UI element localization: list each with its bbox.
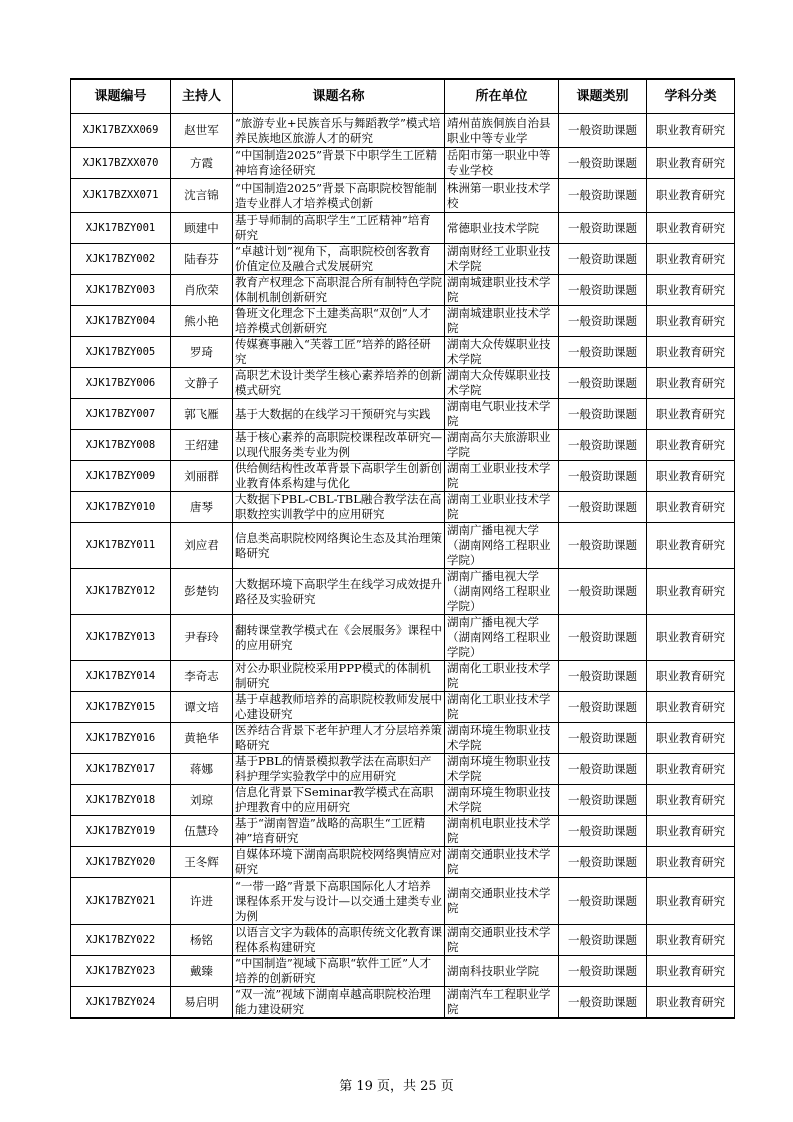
cell-title: 基于导师制的高职学生“工匠精神”培育研究: [233, 213, 445, 244]
cell-subject: 职业教育研究: [647, 878, 735, 925]
cell-subject: 职业教育研究: [647, 847, 735, 878]
cell-subject: 职业教育研究: [647, 368, 735, 399]
cell-subject: 职业教育研究: [647, 569, 735, 615]
cell-title: 翻转课堂教学模式在《会展服务》课程中的应用研究: [233, 615, 445, 661]
cell-type: 一般资助课题: [559, 925, 647, 956]
cell-type: 一般资助课题: [559, 816, 647, 847]
cell-unit: 湖南汽车工程职业学院: [445, 987, 559, 1019]
cell-code: XJK17BZY009: [71, 461, 171, 492]
cell-host: 沈言锦: [171, 179, 233, 213]
table-row: [71, 847, 735, 878]
table-row: [71, 399, 735, 430]
cell-unit: 湖南化工职业技术学院: [445, 692, 559, 723]
table-row: [71, 816, 735, 847]
table-row: [71, 987, 735, 1019]
cell-title: 高职艺术设计类学生核心素养培养的创新模式研究: [233, 368, 445, 399]
cell-title: 基于卓越教师培养的高职院校教师发展中心建设研究: [233, 692, 445, 723]
cell-title: 教育产权理念下高职混合所有制特色学院体制机制创新研究: [233, 275, 445, 306]
cell-subject: 职业教育研究: [647, 114, 735, 148]
cell-host: 易启明: [171, 987, 233, 1019]
cell-type: 一般资助课题: [559, 492, 647, 523]
cell-subject: 职业教育研究: [647, 275, 735, 306]
cell-unit: 湖南电气职业技术学院: [445, 399, 559, 430]
cell-host: 谭文培: [171, 692, 233, 723]
table-row: [71, 692, 735, 723]
cell-title: “一带一路”背景下高职国际化人才培养课程体系开发与设计—以交通土建类专业为例: [233, 878, 445, 925]
cell-subject: 职业教育研究: [647, 148, 735, 179]
table-row: [71, 492, 735, 523]
cell-unit: 湖南交通职业技术学院: [445, 847, 559, 878]
cell-subject: 职业教育研究: [647, 179, 735, 213]
cell-host: 熊小艳: [171, 306, 233, 337]
cell-type: 一般资助课题: [559, 754, 647, 785]
table-row: [71, 368, 735, 399]
table-row: [71, 569, 735, 615]
cell-type: 一般资助课题: [559, 461, 647, 492]
cell-code: XJK17BZY015: [71, 692, 171, 723]
header-title: 课题名称: [233, 79, 445, 114]
cell-subject: 职业教育研究: [647, 661, 735, 692]
cell-subject: 职业教育研究: [647, 337, 735, 368]
cell-host: 方霞: [171, 148, 233, 179]
cell-code: XJK17BZY019: [71, 816, 171, 847]
cell-title: “中国制造2025”背景下高职院校智能制造专业群人才培养模式创新: [233, 179, 445, 213]
cell-host: 杨铭: [171, 925, 233, 956]
cell-host: 伍慧玲: [171, 816, 233, 847]
cell-code: XJK17BZY024: [71, 987, 171, 1019]
cell-title: 基于核心素养的高职院校课程改革研究—以现代服务类专业为例: [233, 430, 445, 461]
cell-type: 一般资助课题: [559, 275, 647, 306]
cell-title: 大数据下PBL-CBL-TBL融合教学法在高职数控实训教学中的应用研究: [233, 492, 445, 523]
cell-type: 一般资助课题: [559, 661, 647, 692]
project-table: [70, 78, 735, 1019]
cell-type: 一般资助课题: [559, 114, 647, 148]
cell-unit: 湖南环境生物职业技术学院: [445, 723, 559, 754]
cell-title: 传媒赛事融入“芙蓉工匠”培养的路径研究: [233, 337, 445, 368]
cell-title: “卓越计划”视角下，高职院校创客教育价值定位及融合式发展研究: [233, 244, 445, 275]
cell-subject: 职业教育研究: [647, 523, 735, 569]
header-subject: 学科分类: [647, 79, 735, 114]
cell-code: XJK17BZY010: [71, 492, 171, 523]
cell-subject: 职业教育研究: [647, 306, 735, 337]
cell-title: 以语言文字为载体的高职传统文化教育课程体系构建研究: [233, 925, 445, 956]
cell-type: 一般资助课题: [559, 430, 647, 461]
cell-subject: 职业教育研究: [647, 925, 735, 956]
cell-host: 唐琴: [171, 492, 233, 523]
cell-host: 刘应君: [171, 523, 233, 569]
cell-subject: 职业教育研究: [647, 430, 735, 461]
table-row: [71, 179, 735, 213]
cell-host: 黄艳华: [171, 723, 233, 754]
cell-title: 自媒体环境下湖南高职院校网络舆情应对研究: [233, 847, 445, 878]
cell-subject: 职业教育研究: [647, 785, 735, 816]
table-row: [71, 244, 735, 275]
cell-host: 彭楚钧: [171, 569, 233, 615]
table-row: [71, 723, 735, 754]
cell-title: 信息类高职院校网络舆论生态及其治理策略研究: [233, 523, 445, 569]
cell-code: XJK17BZY013: [71, 615, 171, 661]
cell-title: 对公办职业院校采用PPP模式的体制机制研究: [233, 661, 445, 692]
cell-code: XJK17BZY021: [71, 878, 171, 925]
cell-host: 文静子: [171, 368, 233, 399]
cell-unit: 靖州苗族侗族自治县职业中等专业学: [445, 114, 559, 148]
cell-code: XJK17BZY004: [71, 306, 171, 337]
cell-title: 医养结合背景下老年护理人才分层培养策略研究: [233, 723, 445, 754]
cell-host: 蒋娜: [171, 754, 233, 785]
cell-title: 基于大数据的在线学习干预研究与实践: [233, 399, 445, 430]
cell-host: 刘丽群: [171, 461, 233, 492]
cell-unit: 湖南广播电视大学（湖南网络工程职业学院）: [445, 523, 559, 569]
cell-unit: 湖南城建职业技术学院: [445, 275, 559, 306]
table-row: [71, 523, 735, 569]
cell-host: 王绍建: [171, 430, 233, 461]
cell-code: XJK17BZY008: [71, 430, 171, 461]
cell-type: 一般资助课题: [559, 148, 647, 179]
cell-host: 陆春芬: [171, 244, 233, 275]
cell-type: 一般资助课题: [559, 244, 647, 275]
cell-code: XJK17BZY006: [71, 368, 171, 399]
cell-code: XJK17BZY017: [71, 754, 171, 785]
cell-subject: 职业教育研究: [647, 399, 735, 430]
cell-type: 一般资助课题: [559, 569, 647, 615]
cell-code: XJK17BZY023: [71, 956, 171, 987]
cell-code: XJK17BZY022: [71, 925, 171, 956]
cell-title: 大数据环境下高职学生在线学习成效提升路径及实验研究: [233, 569, 445, 615]
cell-type: 一般资助课题: [559, 878, 647, 925]
cell-unit: 湖南化工职业技术学院: [445, 661, 559, 692]
cell-type: 一般资助课题: [559, 213, 647, 244]
cell-subject: 职业教育研究: [647, 213, 735, 244]
cell-host: 许进: [171, 878, 233, 925]
cell-subject: 职业教育研究: [647, 615, 735, 661]
cell-subject: 职业教育研究: [647, 244, 735, 275]
cell-subject: 职业教育研究: [647, 816, 735, 847]
cell-code: XJK17BZY007: [71, 399, 171, 430]
cell-code: XJK17BZY012: [71, 569, 171, 615]
cell-unit: 湖南广播电视大学（湖南网络工程职业学院）: [445, 569, 559, 615]
cell-host: 王冬辉: [171, 847, 233, 878]
cell-type: 一般资助课题: [559, 987, 647, 1019]
cell-host: 顾建中: [171, 213, 233, 244]
cell-unit: 湖南广播电视大学（湖南网络工程职业学院）: [445, 615, 559, 661]
cell-subject: 职业教育研究: [647, 492, 735, 523]
cell-unit: 湖南科技职业学院: [445, 956, 559, 987]
table-row: [71, 661, 735, 692]
cell-host: 李奇志: [171, 661, 233, 692]
cell-code: XJK17BZXX071: [71, 179, 171, 213]
cell-host: 肖欣荣: [171, 275, 233, 306]
cell-unit: 湖南大众传媒职业技术学院: [445, 368, 559, 399]
cell-subject: 职业教育研究: [647, 987, 735, 1019]
cell-host: 郭飞雁: [171, 399, 233, 430]
cell-title: 信息化背景下Seminar教学模式在高职护理教育中的应用研究: [233, 785, 445, 816]
table-row: [71, 461, 735, 492]
table-row: [71, 430, 735, 461]
cell-title: 供给侧结构性改革背景下高职学生创新创业教育体系构建与优化: [233, 461, 445, 492]
cell-type: 一般资助课题: [559, 179, 647, 213]
cell-host: 罗琦: [171, 337, 233, 368]
cell-type: 一般资助课题: [559, 306, 647, 337]
cell-unit: 湖南交通职业技术学院: [445, 878, 559, 925]
cell-title: 鲁班文化理念下土建类高职“双创”人才培养模式创新研究: [233, 306, 445, 337]
cell-title: “旅游专业+民族音乐与舞蹈教学”模式培养民族地区旅游人才的研究: [233, 114, 445, 148]
cell-type: 一般资助课题: [559, 723, 647, 754]
cell-subject: 职业教育研究: [647, 956, 735, 987]
cell-code: XJK17BZXX069: [71, 114, 171, 148]
cell-unit: 湖南交通职业技术学院: [445, 925, 559, 956]
cell-title: “中国制造2025”背景下中职学生工匠精神培育途径研究: [233, 148, 445, 179]
cell-type: 一般资助课题: [559, 956, 647, 987]
cell-type: 一般资助课题: [559, 847, 647, 878]
cell-unit: 岳阳市第一职业中等专业学校: [445, 148, 559, 179]
table-row: [71, 275, 735, 306]
cell-code: XJK17BZXX070: [71, 148, 171, 179]
cell-type: 一般资助课题: [559, 368, 647, 399]
cell-type: 一般资助课题: [559, 523, 647, 569]
cell-host: 戴臻: [171, 956, 233, 987]
cell-unit: 湖南机电职业技术学院: [445, 816, 559, 847]
cell-unit: 湖南工业职业技术学院: [445, 492, 559, 523]
cell-unit: 湖南财经工业职业技术学院: [445, 244, 559, 275]
cell-code: XJK17BZY014: [71, 661, 171, 692]
cell-title: “中国制造”视域下高职“软件工匠”人才培养的创新研究: [233, 956, 445, 987]
cell-subject: 职业教育研究: [647, 754, 735, 785]
table-row: [71, 213, 735, 244]
table-row: [71, 956, 735, 987]
cell-type: 一般资助课题: [559, 399, 647, 430]
cell-unit: 湖南环境生物职业技术学院: [445, 785, 559, 816]
cell-host: 尹春玲: [171, 615, 233, 661]
cell-code: XJK17BZY011: [71, 523, 171, 569]
cell-subject: 职业教育研究: [647, 692, 735, 723]
table-row: [71, 925, 735, 956]
cell-subject: 职业教育研究: [647, 723, 735, 754]
table-row: [71, 114, 735, 148]
header-unit: 所在单位: [445, 79, 559, 114]
table-row: [71, 754, 735, 785]
cell-unit: 湖南高尔夫旅游职业学院: [445, 430, 559, 461]
cell-type: 一般资助课题: [559, 692, 647, 723]
cell-type: 一般资助课题: [559, 785, 647, 816]
cell-title: “双一流”视域下湖南卓越高职院校治理能力建设研究: [233, 987, 445, 1019]
cell-code: XJK17BZY002: [71, 244, 171, 275]
cell-code: XJK17BZY003: [71, 275, 171, 306]
table-row: [71, 785, 735, 816]
cell-unit: 常德职业技术学院: [445, 213, 559, 244]
cell-code: XJK17BZY020: [71, 847, 171, 878]
cell-host: 赵世军: [171, 114, 233, 148]
table-row: [71, 878, 735, 925]
page-number: 第 19 页，共 25 页: [339, 1079, 454, 1094]
header-code: 课题编号: [71, 79, 171, 114]
header-host: 主持人: [171, 79, 233, 114]
cell-code: XJK17BZY016: [71, 723, 171, 754]
cell-code: XJK17BZY005: [71, 337, 171, 368]
cell-host: 刘琼: [171, 785, 233, 816]
cell-type: 一般资助课题: [559, 615, 647, 661]
cell-code: XJK17BZY018: [71, 785, 171, 816]
table-row: [71, 615, 735, 661]
table-header-row: [71, 79, 735, 114]
cell-title: 基于“湖南智造”战略的高职生“工匠精神”培育研究: [233, 816, 445, 847]
table-row: [71, 306, 735, 337]
header-type: 课题类别: [559, 79, 647, 114]
cell-code: XJK17BZY001: [71, 213, 171, 244]
table-row: [71, 337, 735, 368]
table-row: [71, 148, 735, 179]
cell-title: 基于PBL的情景模拟教学法在高职妇产科护理学实验教学中的应用研究: [233, 754, 445, 785]
cell-unit: 湖南城建职业技术学院: [445, 306, 559, 337]
cell-unit: 湖南环境生物职业技术学院: [445, 754, 559, 785]
cell-unit: 湖南工业职业技术学院: [445, 461, 559, 492]
cell-type: 一般资助课题: [559, 337, 647, 368]
cell-unit: 湖南大众传媒职业技术学院: [445, 337, 559, 368]
cell-subject: 职业教育研究: [647, 461, 735, 492]
cell-unit: 株洲第一职业技术学校: [445, 179, 559, 213]
